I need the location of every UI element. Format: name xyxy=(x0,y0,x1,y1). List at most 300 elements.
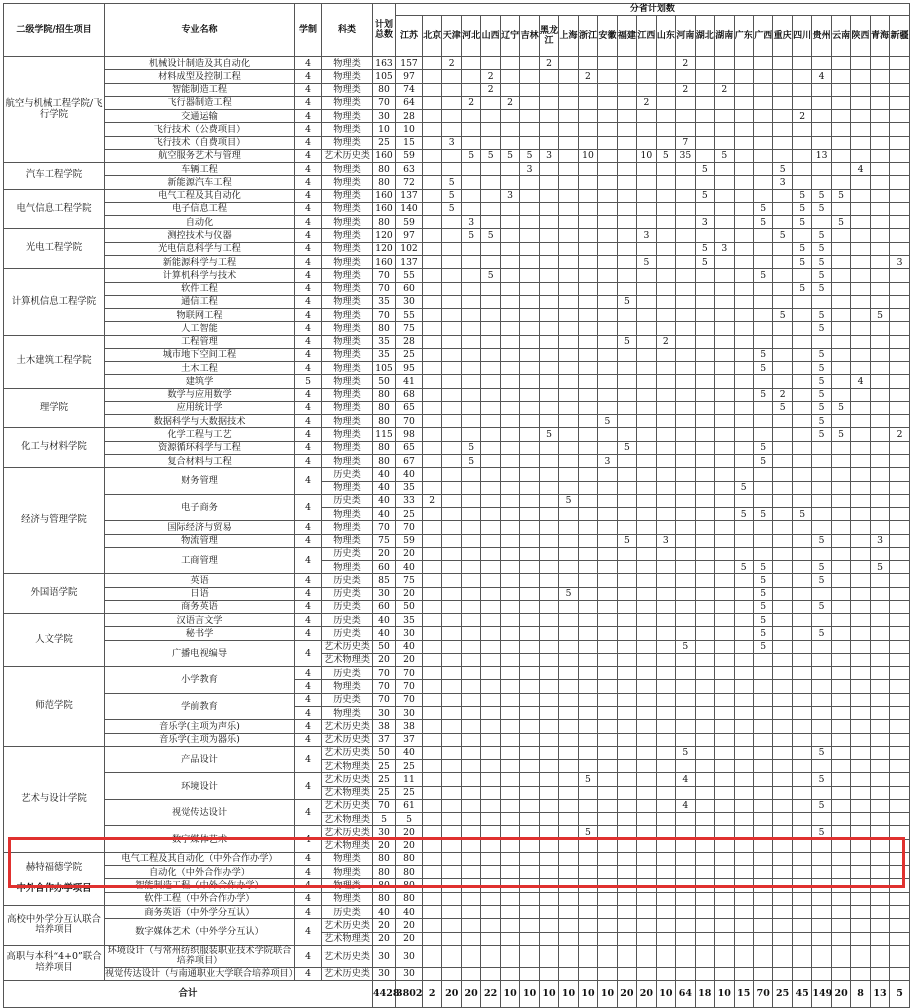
province-cell xyxy=(715,428,734,441)
province-cell xyxy=(851,667,870,680)
province-cell xyxy=(773,415,792,428)
province-cell xyxy=(598,57,617,70)
province-cell xyxy=(851,587,870,600)
province-cell: 5 xyxy=(812,574,831,587)
province-cell xyxy=(461,813,480,826)
province-cell xyxy=(831,57,850,70)
province-cell xyxy=(578,680,597,693)
province-cell xyxy=(870,614,889,627)
table-row xyxy=(4,587,910,600)
province-cell xyxy=(617,640,636,653)
province-cell xyxy=(637,136,656,149)
province-cell xyxy=(734,521,753,534)
province-cell xyxy=(481,547,500,560)
table-row xyxy=(4,96,910,109)
province-cell xyxy=(481,468,500,481)
province-cell xyxy=(598,322,617,335)
province-cell xyxy=(890,136,910,149)
province-cell xyxy=(442,123,461,136)
province-cell xyxy=(676,96,695,109)
province-cell xyxy=(461,919,480,932)
province-cell xyxy=(890,468,910,481)
province-cell xyxy=(792,693,811,706)
province-cell xyxy=(559,733,578,746)
province-cell xyxy=(831,255,850,268)
province-cell xyxy=(695,282,714,295)
province-cell xyxy=(617,760,636,773)
province-cell xyxy=(520,967,539,980)
province-cell xyxy=(637,547,656,560)
province-cell xyxy=(637,879,656,892)
province-cell xyxy=(753,123,772,136)
province-cell xyxy=(890,189,910,202)
total-cell: 20 xyxy=(373,653,396,666)
province-cell xyxy=(423,309,442,322)
province-cell xyxy=(423,932,442,945)
kelei-cell: 艺术历史类 xyxy=(322,919,373,932)
college-name xyxy=(4,945,105,980)
kelei-cell: 物理类 xyxy=(322,362,373,375)
province-cell xyxy=(792,906,811,919)
province-cell xyxy=(500,693,519,706)
province-cell xyxy=(715,295,734,308)
total-cell: 40 xyxy=(373,494,396,507)
province-cell xyxy=(637,680,656,693)
province-cell xyxy=(598,945,617,967)
province-cell xyxy=(423,481,442,494)
province-cell xyxy=(676,945,695,967)
province-cell: 5 xyxy=(812,627,831,640)
province-cell xyxy=(578,707,597,720)
province-cell xyxy=(559,892,578,905)
kelei-cell: 物理类 xyxy=(322,454,373,467)
major-name: 飞行技术（公费项目） xyxy=(105,123,295,136)
header-province: 河南 xyxy=(676,16,695,57)
province-cell xyxy=(559,468,578,481)
province-cell xyxy=(461,879,480,892)
province-cell xyxy=(520,667,539,680)
province-cell xyxy=(812,335,831,348)
province-cell xyxy=(695,309,714,322)
province-cell xyxy=(578,720,597,733)
province-cell xyxy=(598,481,617,494)
province-cell xyxy=(695,680,714,693)
major-name: 交通运输 xyxy=(105,110,295,123)
province-cell: 5 xyxy=(539,428,558,441)
college-name xyxy=(4,163,105,190)
xuezhi-cell: 4 xyxy=(295,441,322,454)
province-cell xyxy=(559,653,578,666)
province-cell xyxy=(773,653,792,666)
province-cell xyxy=(442,813,461,826)
kelei-cell: 历史类 xyxy=(322,574,373,587)
province-cell xyxy=(520,57,539,70)
province-cell xyxy=(792,388,811,401)
province-cell: 5 xyxy=(598,415,617,428)
province-cell xyxy=(792,574,811,587)
province-cell xyxy=(539,123,558,136)
province-cell xyxy=(851,799,870,812)
province-cell xyxy=(598,826,617,839)
province-cell xyxy=(676,322,695,335)
kelei-cell: 艺术历史类 xyxy=(322,746,373,759)
province-cell: 30 xyxy=(396,707,423,720)
province-cell xyxy=(792,481,811,494)
province-cell xyxy=(812,813,831,826)
province-cell xyxy=(656,919,675,932)
total-cell: 10 xyxy=(373,123,396,136)
province-cell xyxy=(481,123,500,136)
total-province: 15 xyxy=(734,981,753,1008)
province-cell xyxy=(870,640,889,653)
province-cell xyxy=(442,428,461,441)
province-cell xyxy=(461,70,480,83)
total-province: 5 xyxy=(890,981,910,1008)
kelei-cell: 物理类 xyxy=(322,401,373,414)
table-row xyxy=(4,375,910,388)
province-cell xyxy=(831,653,850,666)
province-cell xyxy=(715,508,734,521)
province-cell xyxy=(637,202,656,215)
province-cell xyxy=(734,693,753,706)
province-cell xyxy=(539,348,558,361)
province-cell xyxy=(812,508,831,521)
province-cell xyxy=(598,561,617,574)
province-cell: 5 xyxy=(831,216,850,229)
province-cell xyxy=(734,786,753,799)
province-cell xyxy=(481,110,500,123)
province-cell xyxy=(578,428,597,441)
province-cell xyxy=(695,760,714,773)
province-cell xyxy=(773,932,792,945)
province-cell xyxy=(792,534,811,547)
province-cell: 20 xyxy=(396,653,423,666)
total-province: 10 xyxy=(715,981,734,1008)
province-cell xyxy=(715,746,734,759)
table-row xyxy=(4,282,910,295)
province-cell xyxy=(637,468,656,481)
province-cell xyxy=(598,906,617,919)
kelei-cell: 物理类 xyxy=(322,348,373,361)
province-cell xyxy=(598,309,617,322)
province-cell xyxy=(753,932,772,945)
table-row xyxy=(4,176,910,189)
province-cell xyxy=(773,839,792,852)
province-cell xyxy=(461,892,480,905)
province-cell xyxy=(851,255,870,268)
xuezhi-cell: 4 xyxy=(295,547,322,574)
province-cell xyxy=(520,295,539,308)
province-cell xyxy=(851,733,870,746)
total-cell: 35 xyxy=(373,335,396,348)
kelei-cell: 艺术历史类 xyxy=(322,967,373,980)
province-cell xyxy=(578,269,597,282)
province-cell xyxy=(559,574,578,587)
province-cell xyxy=(695,640,714,653)
province-cell: 140 xyxy=(396,202,423,215)
province-cell xyxy=(890,322,910,335)
total-province: 22 xyxy=(481,981,500,1008)
total-province: 20 xyxy=(831,981,850,1008)
province-cell xyxy=(637,919,656,932)
province-cell xyxy=(442,149,461,162)
province-cell xyxy=(500,720,519,733)
total-cell: 40 xyxy=(373,468,396,481)
province-cell xyxy=(578,839,597,852)
province-cell xyxy=(559,879,578,892)
province-cell xyxy=(481,627,500,640)
province-cell xyxy=(656,229,675,242)
province-cell xyxy=(637,945,656,967)
province-cell xyxy=(870,932,889,945)
province-cell xyxy=(461,786,480,799)
province-cell: 5 xyxy=(461,149,480,162)
province-cell: 2 xyxy=(792,110,811,123)
province-cell xyxy=(715,680,734,693)
province-cell xyxy=(461,309,480,322)
province-cell xyxy=(559,866,578,879)
province-cell xyxy=(831,229,850,242)
province-cell xyxy=(773,481,792,494)
table-row xyxy=(4,415,910,428)
province-cell xyxy=(695,481,714,494)
province-cell xyxy=(870,653,889,666)
province-cell xyxy=(559,760,578,773)
province-cell xyxy=(461,401,480,414)
province-cell xyxy=(753,813,772,826)
province-cell: 5 xyxy=(773,163,792,176)
province-cell xyxy=(559,707,578,720)
major-name: 工程管理 xyxy=(105,335,295,348)
province-cell xyxy=(637,693,656,706)
province-cell xyxy=(520,534,539,547)
table-row xyxy=(4,600,910,613)
province-cell xyxy=(773,282,792,295)
province-cell xyxy=(890,335,910,348)
province-cell xyxy=(442,600,461,613)
province-cell xyxy=(715,866,734,879)
province-cell xyxy=(870,269,889,282)
province-cell xyxy=(500,786,519,799)
province-cell: 75 xyxy=(396,322,423,335)
province-cell: 102 xyxy=(396,242,423,255)
province-cell xyxy=(812,906,831,919)
province-cell xyxy=(423,189,442,202)
province-cell xyxy=(442,720,461,733)
province-cell xyxy=(676,720,695,733)
province-cell xyxy=(812,879,831,892)
province-cell: 5 xyxy=(695,189,714,202)
province-cell xyxy=(637,269,656,282)
total-cell: 30 xyxy=(373,945,396,967)
province-cell xyxy=(481,746,500,759)
province-cell xyxy=(481,600,500,613)
table-row xyxy=(4,773,910,786)
province-cell xyxy=(481,967,500,980)
province-cell: 40 xyxy=(396,561,423,574)
table-row xyxy=(4,733,910,746)
province-cell xyxy=(617,892,636,905)
xuezhi-cell: 4 xyxy=(295,229,322,242)
province-cell xyxy=(890,720,910,733)
province-cell xyxy=(734,269,753,282)
province-cell xyxy=(695,295,714,308)
province-cell xyxy=(617,415,636,428)
table-row xyxy=(4,57,910,70)
province-cell xyxy=(831,521,850,534)
province-cell xyxy=(753,136,772,149)
college-label: 外国语学院 xyxy=(30,587,78,599)
kelei-cell: 物理类 xyxy=(322,57,373,70)
province-cell xyxy=(442,866,461,879)
province-cell: 68 xyxy=(396,388,423,401)
province-cell: 50 xyxy=(396,600,423,613)
province-cell xyxy=(637,932,656,945)
province-cell xyxy=(773,906,792,919)
province-cell xyxy=(423,282,442,295)
table-row xyxy=(4,494,910,507)
province-cell: 75 xyxy=(396,574,423,587)
total-province: 10 xyxy=(656,981,675,1008)
province-cell xyxy=(851,967,870,980)
province-cell xyxy=(442,468,461,481)
province-cell xyxy=(676,388,695,401)
province-cell xyxy=(578,919,597,932)
province-cell xyxy=(578,494,597,507)
province-cell xyxy=(598,335,617,348)
xuezhi-cell: 4 xyxy=(295,149,322,162)
province-cell xyxy=(695,269,714,282)
province-cell xyxy=(753,653,772,666)
province-cell xyxy=(500,415,519,428)
province-cell: 5 xyxy=(812,561,831,574)
province-cell xyxy=(851,680,870,693)
province-cell xyxy=(734,309,753,322)
province-cell xyxy=(870,110,889,123)
province-cell xyxy=(481,428,500,441)
province-cell xyxy=(773,428,792,441)
province-cell xyxy=(578,242,597,255)
province-cell: 3 xyxy=(500,189,519,202)
province-cell xyxy=(520,229,539,242)
college-label: 艺术与设计学院 xyxy=(21,792,87,804)
province-cell xyxy=(559,441,578,454)
table-row xyxy=(4,335,910,348)
college-label: 电气信息工程学院 xyxy=(16,202,92,214)
province-cell xyxy=(792,680,811,693)
province-cell xyxy=(792,707,811,720)
college-name xyxy=(4,388,105,428)
province-cell xyxy=(423,746,442,759)
province-cell xyxy=(753,335,772,348)
table-row xyxy=(4,83,910,96)
province-cell xyxy=(423,468,442,481)
province-cell xyxy=(695,521,714,534)
province-cell xyxy=(423,733,442,746)
province-cell xyxy=(481,561,500,574)
college-label: 汽车工程学院 xyxy=(25,169,83,181)
province-cell xyxy=(423,348,442,361)
province-cell xyxy=(539,866,558,879)
province-cell xyxy=(890,123,910,136)
province-cell xyxy=(500,707,519,720)
xuezhi-cell: 4 xyxy=(295,746,322,773)
province-cell xyxy=(812,454,831,467)
total-cell: 80 xyxy=(373,83,396,96)
xuezhi-cell: 4 xyxy=(295,667,322,680)
province-cell xyxy=(753,229,772,242)
province-cell: 95 xyxy=(396,362,423,375)
province-cell: 5 xyxy=(792,282,811,295)
province-cell xyxy=(500,760,519,773)
province-cell xyxy=(695,388,714,401)
province-cell: 2 xyxy=(676,83,695,96)
major-name: 电子商务 xyxy=(105,494,295,521)
province-cell xyxy=(481,335,500,348)
province-cell xyxy=(539,561,558,574)
total-cell: 105 xyxy=(373,362,396,375)
major-name: 通信工程 xyxy=(105,295,295,308)
province-cell: 5 xyxy=(617,335,636,348)
province-cell: 41 xyxy=(396,375,423,388)
province-cell xyxy=(539,733,558,746)
province-cell xyxy=(812,441,831,454)
province-cell xyxy=(734,229,753,242)
major-name: 材料成型及控制工程 xyxy=(105,70,295,83)
province-cell: 5 xyxy=(812,269,831,282)
province-cell: 59 xyxy=(396,149,423,162)
province-cell xyxy=(773,786,792,799)
province-cell xyxy=(578,760,597,773)
province-cell xyxy=(792,295,811,308)
province-cell xyxy=(695,866,714,879)
major-name: 英语 xyxy=(105,574,295,587)
province-cell xyxy=(423,773,442,786)
major-name: 测控技术与仪器 xyxy=(105,229,295,242)
province-cell xyxy=(500,799,519,812)
province-cell xyxy=(423,967,442,980)
province-cell xyxy=(520,600,539,613)
province-cell xyxy=(637,57,656,70)
province-cell xyxy=(792,362,811,375)
province-cell xyxy=(617,561,636,574)
province-cell xyxy=(423,547,442,560)
province-cell xyxy=(695,229,714,242)
province-cell xyxy=(831,494,850,507)
kelei-cell: 物理类 xyxy=(322,96,373,109)
province-cell xyxy=(715,309,734,322)
province-cell xyxy=(773,96,792,109)
province-cell xyxy=(500,508,519,521)
province-cell xyxy=(578,375,597,388)
province-cell xyxy=(442,508,461,521)
province-cell xyxy=(676,70,695,83)
kelei-cell: 物理类 xyxy=(322,136,373,149)
province-cell xyxy=(792,149,811,162)
province-cell: 72 xyxy=(396,176,423,189)
province-cell xyxy=(734,57,753,70)
province-cell xyxy=(656,123,675,136)
province-cell xyxy=(617,906,636,919)
kelei-cell: 历史类 xyxy=(322,614,373,627)
province-cell xyxy=(598,967,617,980)
province-cell xyxy=(734,906,753,919)
province-cell xyxy=(831,919,850,932)
province-cell xyxy=(598,216,617,229)
total-cell: 40 xyxy=(373,627,396,640)
province-cell xyxy=(520,309,539,322)
province-cell xyxy=(520,746,539,759)
